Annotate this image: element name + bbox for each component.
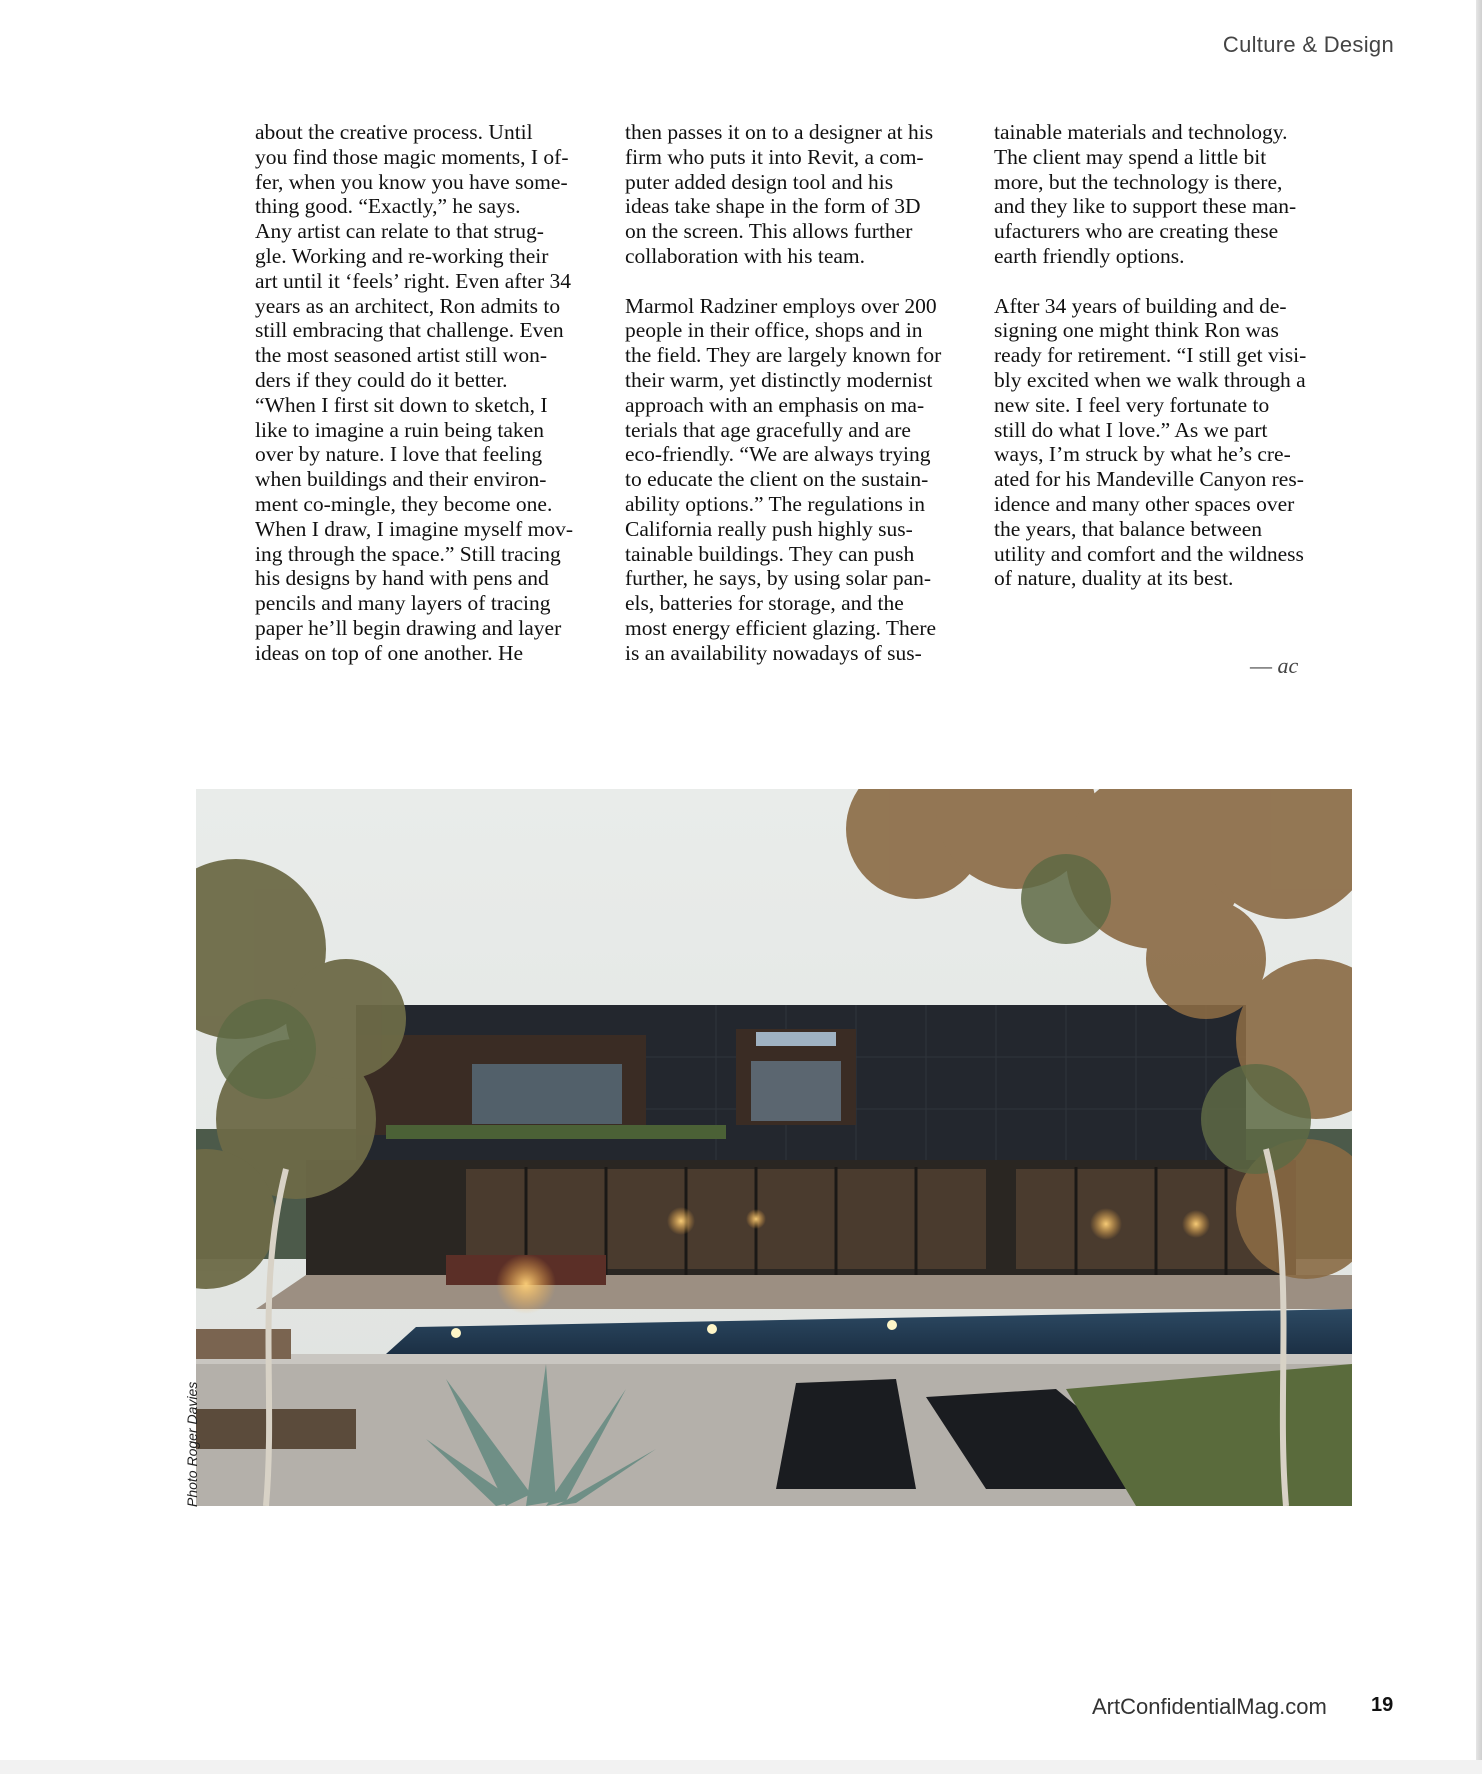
article-column-1 bbox=[255, 120, 585, 666]
modern-house-illustration bbox=[196, 789, 1352, 1506]
article-paragraph: then passes it on to a designer at his firm who puts it into Revit, a com- puter added design tool and his ideas take shape in the form of 3D on the screen. This allows further collaboration with his team. bbox=[625, 120, 934, 268]
photo-credit: Photo Roger Davies bbox=[184, 1381, 200, 1507]
page-edge-shadow bbox=[1476, 0, 1482, 1774]
signoff-initials: ac bbox=[1277, 653, 1299, 678]
article-paragraph: Marmol Radziner employs over 200 people in their office, shops and in the field. They are largely known for their warm, yet distinctly modernist approach with an emphasis on ma- terials that age gracefully and are eco-friendly. “We are always trying to educate the client on the sustain- ability options.” The regulations in California really push highly sus- tainable buildings. They can push further, he says, by using solar pan- els, batteries for storage, and the most energy efficient glazing. There is an availability nowadays of sus- bbox=[625, 293, 942, 665]
page-bottom-edge bbox=[0, 1760, 1482, 1774]
house-photo bbox=[196, 789, 1352, 1506]
signoff-dash: — bbox=[1250, 653, 1272, 678]
author-signoff bbox=[1250, 653, 1298, 679]
article-column-3 bbox=[994, 120, 1324, 591]
article-column-2 bbox=[625, 120, 955, 666]
section-header: Culture & Design bbox=[1222, 32, 1394, 57]
article-paragraph: about the creative process. Until you find those magic moments, I of- fer, when you know you have some- thing good. “Exactly,” he says. Any artist can relate to that strug- gle. Working and re-working their art until it ‘feels’ right. Even after 34 years as an architect, Ron admits to still embracing that challenge. Even the most seasoned artist still won- ders if they could do it better. “When I first sit down to sketch, I like to imagine a ruin being taken over by nature. I love that feeling when buildings and their environ- ment co-mingle, they become one. When I draw, I imagine myself mov- ing through the space.” Still tracing his designs by hand with pens and pencils and many layers of tracing paper he’ll begin drawing and layer ideas on top of one another. He bbox=[255, 120, 574, 665]
page-number: 19 bbox=[1371, 1694, 1394, 1716]
article-paragraph: After 34 years of building and de- signing one might think Ron was ready for retirement. “I still get visi- bly excited when we walk through a new site. I feel very fortunate to still do what I love.” As we part ways, I’m struck by what he’s cre- ated for his Mandeville Canyon res- idence and many other spaces over the years, that balance between utility and comfort and the wildness of nature, duality at its best. bbox=[994, 293, 1307, 591]
footer-site-url: ArtConfidentialMag.com bbox=[1092, 1694, 1327, 1719]
article-paragraph: tainable materials and technology. The client may spend a little bit more, but the technology is there, and they like to support these man- ufacturers who are creating these earth friendly options. bbox=[994, 120, 1297, 268]
